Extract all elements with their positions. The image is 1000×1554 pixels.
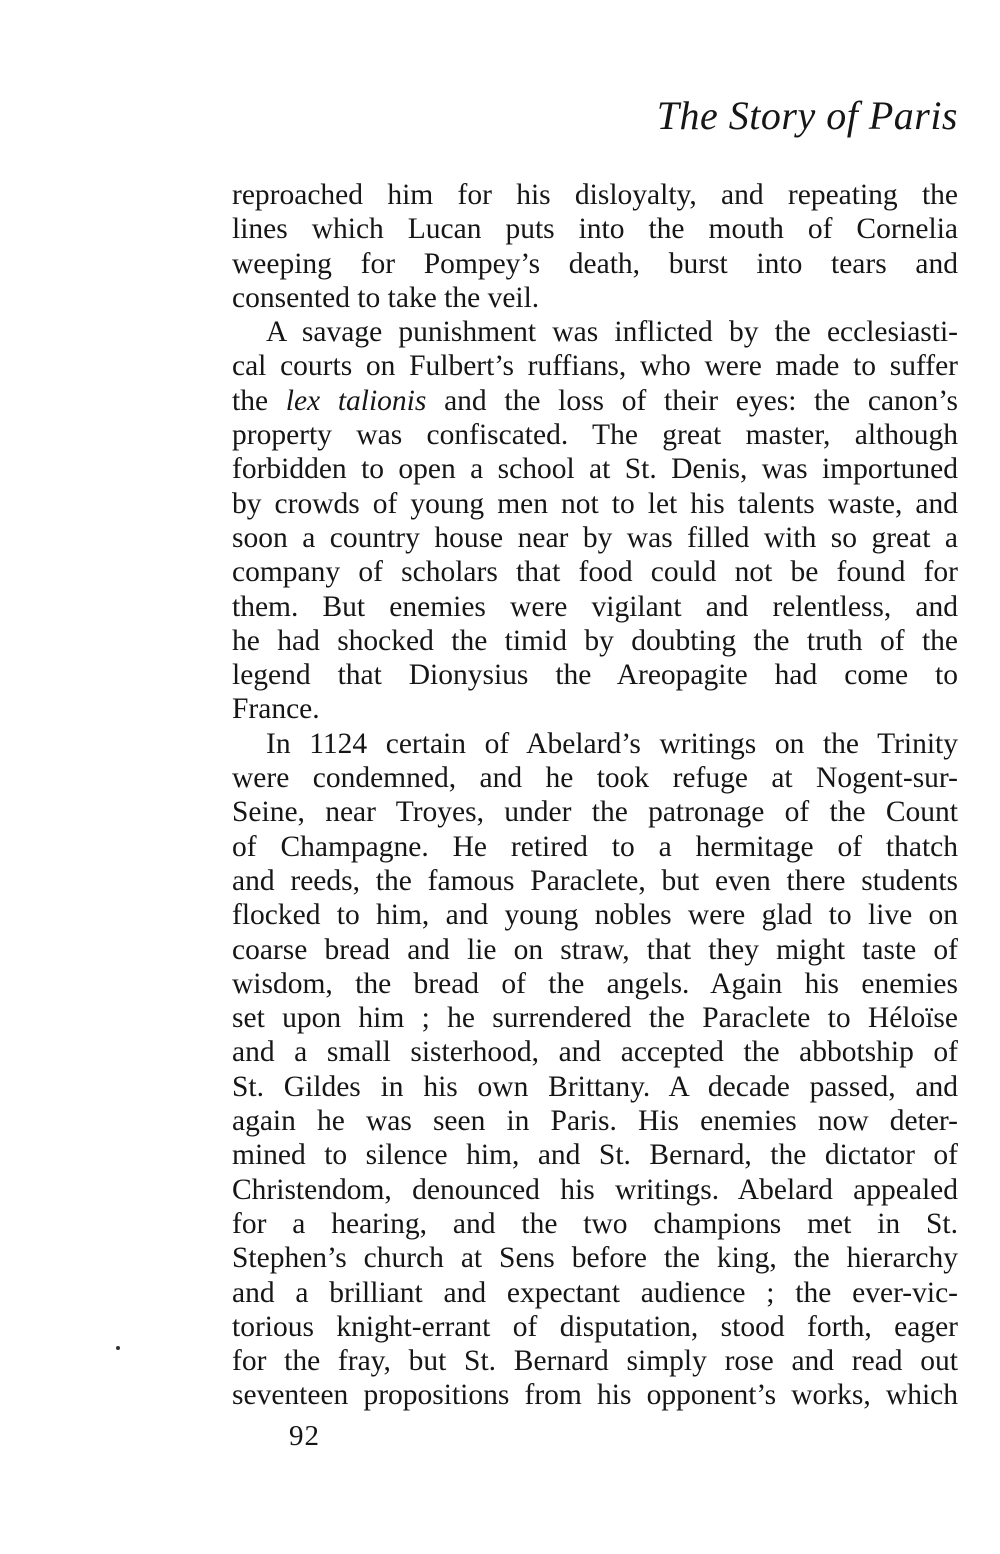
- text-line: weeping for Pompey’s death, burst into tears and: [232, 247, 958, 280]
- text-line: property was confiscated. The great master, although: [232, 419, 958, 452]
- page-number: 92: [289, 1420, 320, 1452]
- text-line: In 1124 certain of Abelard’s writings on the Trinity: [266, 727, 958, 760]
- print-speck: [116, 1346, 120, 1350]
- text-line: the lex talionis and the loss of their eyes: the canon’s: [232, 384, 958, 417]
- text-line: and a small sisterhood, and accepted the abbotship of: [232, 1036, 958, 1069]
- text-line: for the fray, but St. Bernard simply rose and read out: [232, 1345, 958, 1378]
- running-title: The Story of Paris: [656, 93, 958, 138]
- text-line: France.: [232, 693, 320, 726]
- text-line: consented to take the veil.: [232, 281, 540, 314]
- text-line: for a hearing, and the two champions met in St.: [232, 1207, 958, 1240]
- text-line: set upon him ; he surrendered the Paraclete to Héloïse: [232, 1002, 958, 1035]
- text-line: by crowds of young men not to let his talents waste, and: [232, 487, 958, 520]
- text-line: them. But enemies were vigilant and relentless, and: [232, 590, 958, 623]
- text-line: soon a country house near by was filled with so great a: [232, 521, 958, 554]
- text-line: seventeen propositions from his opponent’s works, which: [232, 1379, 958, 1412]
- text-line: forbidden to open a school at St. Denis, was importuned: [232, 453, 958, 486]
- text-line: and reeds, the famous Paraclete, but even there students: [232, 864, 958, 897]
- text-line: St. Gildes in his own Brittany. A decade passed, and: [232, 1070, 958, 1103]
- text-line: legend that Dionysius the Areopagite had come to: [232, 659, 958, 692]
- latin-phrase: lex talionis: [285, 384, 427, 417]
- text-line: mined to silence him, and St. Bernard, the dictator of: [232, 1139, 958, 1172]
- text-line: company of scholars that food could not be found for: [232, 556, 958, 589]
- text-line: A savage punishment was inflicted by the ecclesiasti-: [266, 316, 958, 349]
- text-line: cal courts on Fulbert’s ruffians, who were made to suffer: [232, 350, 958, 383]
- text-line: and a brilliant and expectant audience ; the ever-vic-: [232, 1276, 958, 1309]
- text-line: reproached him for his disloyalty, and repeating the: [232, 179, 958, 211]
- text-line: Christendom, denounced his writings. Abelard appealed: [232, 1173, 958, 1206]
- text-line: wisdom, the bread of the angels. Again his enemies: [232, 967, 958, 1000]
- text-line: again he was seen in Paris. His enemies now deter-: [232, 1105, 958, 1138]
- text-line: Stephen’s church at Sens before the king, the hierarchy: [232, 1242, 958, 1275]
- text-line: he had shocked the timid by doubting the truth of the: [232, 624, 958, 657]
- text-line: lines which Lucan puts into the mouth of Cornelia: [232, 213, 958, 246]
- text-line: Seine, near Troyes, under the patronage of the Count: [232, 796, 958, 829]
- text-line: flocked to him, and young nobles were glad to live on: [232, 899, 958, 932]
- body-text: [232, 178, 958, 1413]
- text-line: were condemned, and he took refuge at Nogent-sur-: [232, 762, 958, 795]
- text-line: torious knight-errant of disputation, stood forth, eager: [232, 1310, 958, 1343]
- text-line: of Champagne. He retired to a hermitage of thatch: [232, 830, 958, 863]
- text-line: coarse bread and lie on straw, that they might taste of: [232, 933, 958, 966]
